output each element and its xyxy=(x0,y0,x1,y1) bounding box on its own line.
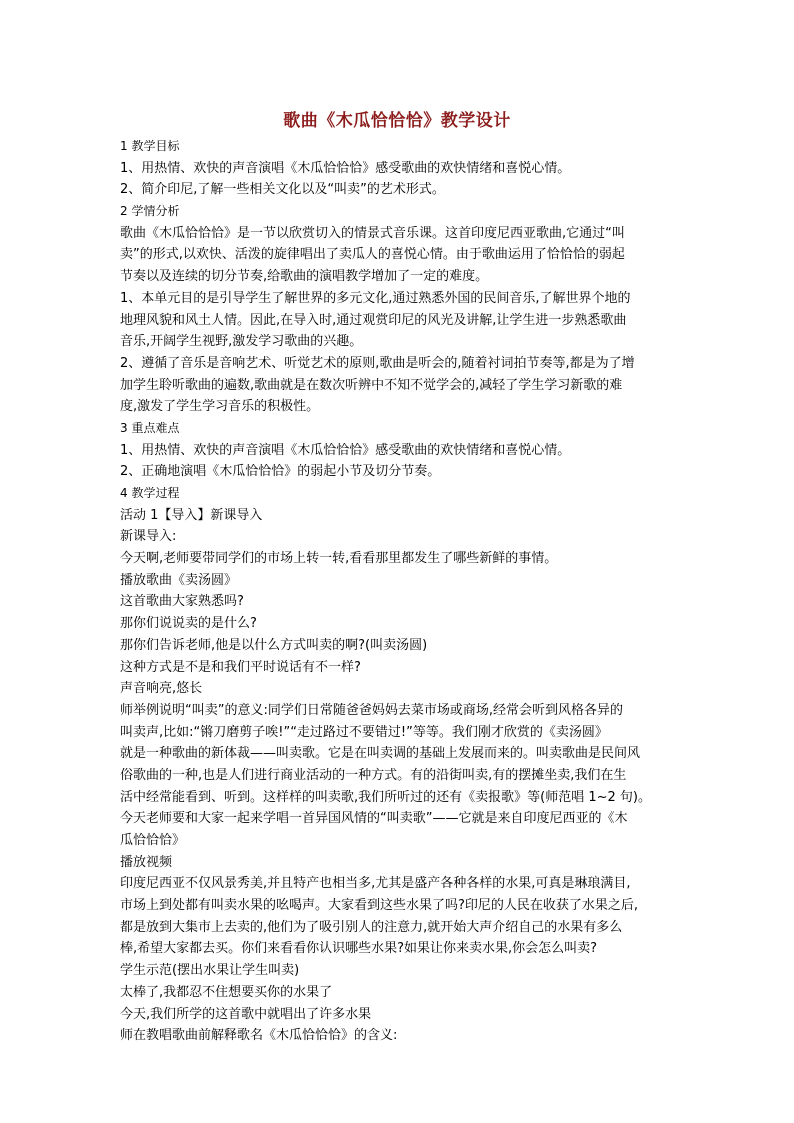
paragraph-line: 瓜恰恰恰》 xyxy=(120,833,186,848)
paragraph-line: 活中经常能看到、听到。这样样的叫卖歌,我们所听过的还有《卖报歌》等(师范唱 1~2 句)。 xyxy=(120,789,651,805)
paragraph-line: 2、正确地演唱《木瓜恰恰恰》的弱起小节及切分节奏。 xyxy=(120,464,441,480)
paragraph-line: 师举例说明“叫卖”的意义:同学们日常随爸爸妈妈去菜市场或商场,经常会听到风格各异的 xyxy=(120,702,623,718)
section-heading: 2 学情分析 xyxy=(120,204,180,219)
paragraph-line: 1、用热情、欢快的声音演唱《木瓜恰恰恰》感受歌曲的欢快情绪和喜悦心情。 xyxy=(120,442,571,458)
paragraph-line: 1、本单元目的是引导学生了解世界的多元文化,通过熟悉外国的民间音乐,了解世界个地的 xyxy=(120,290,631,306)
paragraph-line: 播放视频 xyxy=(120,854,173,870)
paragraph-line: 今天啊,老师要带同学们的市场上转一转,看看那里都发生了哪些新鲜的事情。 xyxy=(120,551,558,567)
paragraph-line: 那你们说说卖的是什么? xyxy=(120,616,257,632)
paragraph-line: 度,激发了学生学习音乐的积极性。 xyxy=(120,399,320,415)
paragraph-line: 地理风貌和风土人情。因此,在导入时,通过观赏印尼的风光及讲解,让学生进一步熟悉歌曲 xyxy=(120,312,627,328)
paragraph-line: 俗歌曲的一种,也是人们进行商业活动的一种方式。有的沿街叫卖,有的摆摊坐卖,我们在生 xyxy=(120,767,627,783)
paragraph-line: 加学生聆听歌曲的遍数,歌曲就是在数次听辨中不知不觉学会的,减轻了学生学习新歌的难 xyxy=(120,377,623,393)
section-heading: 3 重点难点 xyxy=(120,420,180,435)
paragraph-line: 1、用热情、欢快的声音演唱《木瓜恰恰恰》感受歌曲的欢快情绪和喜悦心情。 xyxy=(120,160,571,176)
paragraph-line: 声音响亮,悠长 xyxy=(120,681,203,697)
paragraph-line: 都是放到大集市上去卖的,他们为了吸引别人的注意力,就开始大声介绍自己的水果有多么 xyxy=(120,919,623,935)
paragraph-line: 这种方式是不是和我们平时说话有不一样? xyxy=(120,659,361,675)
paragraph-line: 今天老师要和大家一起来学唱一首异国风情的“叫卖歌”——它就是来自印度尼西亚的《木 xyxy=(120,811,628,827)
paragraph-line: 卖”的形式,以欢快、活泼的旋律唱出了卖瓜人的喜悦心情。由于歌曲运用了恰恰恰的弱起 xyxy=(120,247,625,263)
paragraph-line: 棒,希望大家都去买。你们来看看你认识哪些水果?如果让你来卖水果,你会怎么叫卖? xyxy=(120,941,598,957)
paragraph-line: 2、遵循了音乐是音响艺术、听觉艺术的原则,歌曲是听会的,随着衬词拍节奏等,都是为了增 xyxy=(120,355,635,371)
paragraph-line: 音乐,开阔学生视野,激发学习歌曲的兴趣。 xyxy=(120,334,363,350)
paragraph-line: 这首歌曲大家熟悉吗? xyxy=(120,594,244,610)
paragraph-line: 太棒了,我都忍不住想要买你的水果了 xyxy=(120,984,333,1000)
document-body xyxy=(120,136,680,1047)
document-title: 歌曲《木瓜恰恰恰》教学设计 xyxy=(283,111,511,131)
paragraph-line: 2、简介印尼,了解一些相关文化以及“叫卖”的艺术形式。 xyxy=(120,182,445,198)
section-heading: 1 教学目标 xyxy=(120,139,180,153)
paragraph-line: 学生示范(摆出水果让学生叫卖) xyxy=(120,963,300,979)
paragraph-line: 那你们告诉老师,他是以什么方式叫卖的啊?(叫卖汤圆) xyxy=(120,637,428,653)
paragraph-line: 播放歌曲《卖汤圆》 xyxy=(120,572,238,588)
paragraph-line: 节奏以及连续的切分节奏,给歌曲的演唱教学增加了一定的难度。 xyxy=(120,269,489,285)
paragraph-line: 市场上到处都有叫卖水果的吆喝声。大家看到这些水果了吗?印尼的人民在收获了水果之后, xyxy=(120,898,639,914)
activity-heading: 活动 1【导入】新课导入 xyxy=(120,507,263,523)
paragraph-line: 新课导入: xyxy=(120,529,177,545)
paragraph-line: 今天,我们所学的这首歌中就唱出了许多水果 xyxy=(120,1006,372,1022)
paragraph-line: 就是一种歌曲的新体裁——叫卖歌。它是在叫卖调的基础上发展而来的。叫卖歌曲是民间风 xyxy=(120,746,641,762)
paragraph-line: 印度尼西亚不仅风景秀美,并且特产也相当多,尤其是盛产各种各样的水果,可真是琳琅满目, xyxy=(120,876,631,892)
paragraph-line: 师在教唱歌曲前解释歌名《木瓜恰恰恰》的含义: xyxy=(120,1028,398,1044)
paragraph-line: 叫卖声,比如:“锵刀磨剪子唉!”“走过路过不要错过!”等等。我们刚才欣赏的《卖汤圆》 xyxy=(120,724,608,740)
section-heading: 4 教学过程 xyxy=(120,486,180,500)
paragraph-line: 歌曲《木瓜恰恰恰》是一节以欣赏切入的情景式音乐课。这首印度尼西亚歌曲,它通过“叫 xyxy=(120,225,625,241)
